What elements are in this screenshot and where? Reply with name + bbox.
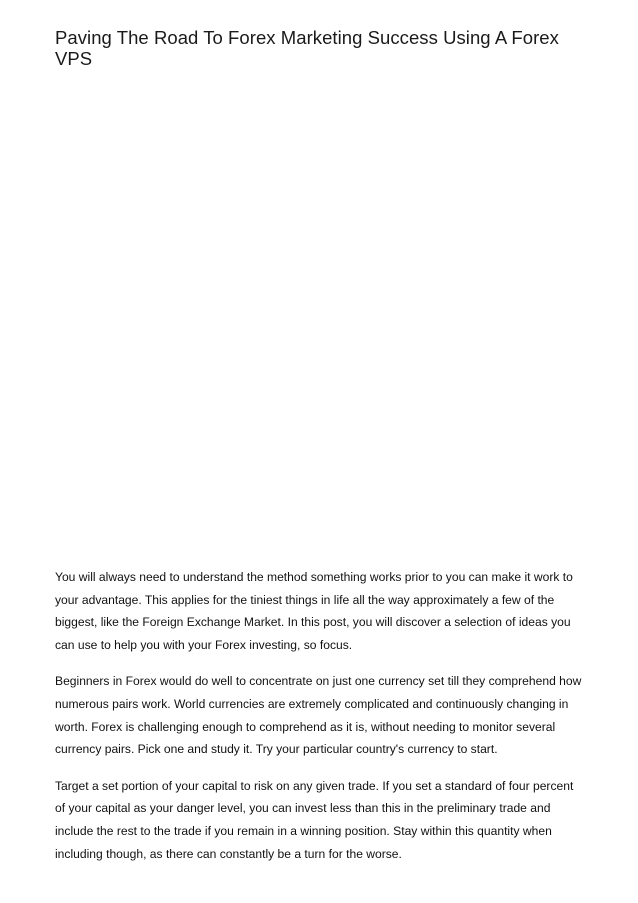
- paragraph: Target a set portion of your capital to risk on any given trade. If you set a standard of four percent of your capital as your danger level, you can invest less than this in the preliminary trade and include the rest to the trade if you remain in a winning position. Stay within this quantity when including though, as there can constantly be a turn for the worse.: [55, 778, 574, 861]
- page-title: Paving The Road To Forex Marketing Success Using A Forex VPS: [55, 27, 559, 69]
- article-body: [55, 566, 585, 879]
- paragraph: Beginners in Forex would do well to concentrate on just one currency set till they comprehend how numerous pairs work. World currencies are extremely complicated and continuously changing in worth. Forex is challenging enough to comprehend as it is, without needing to monitor several currency pairs. Pick one and study it. Try your particular country's currency to start.: [55, 674, 582, 757]
- paragraph: You will always need to understand the method something works prior to you can make it work to your advantage. This applies for the tiniest things in life all the way approximately a few of the biggest, like the Foreign Exchange Market. In this post, you will discover a selection of ideas you can use to help you with your Forex investing, so focus.: [55, 570, 573, 652]
